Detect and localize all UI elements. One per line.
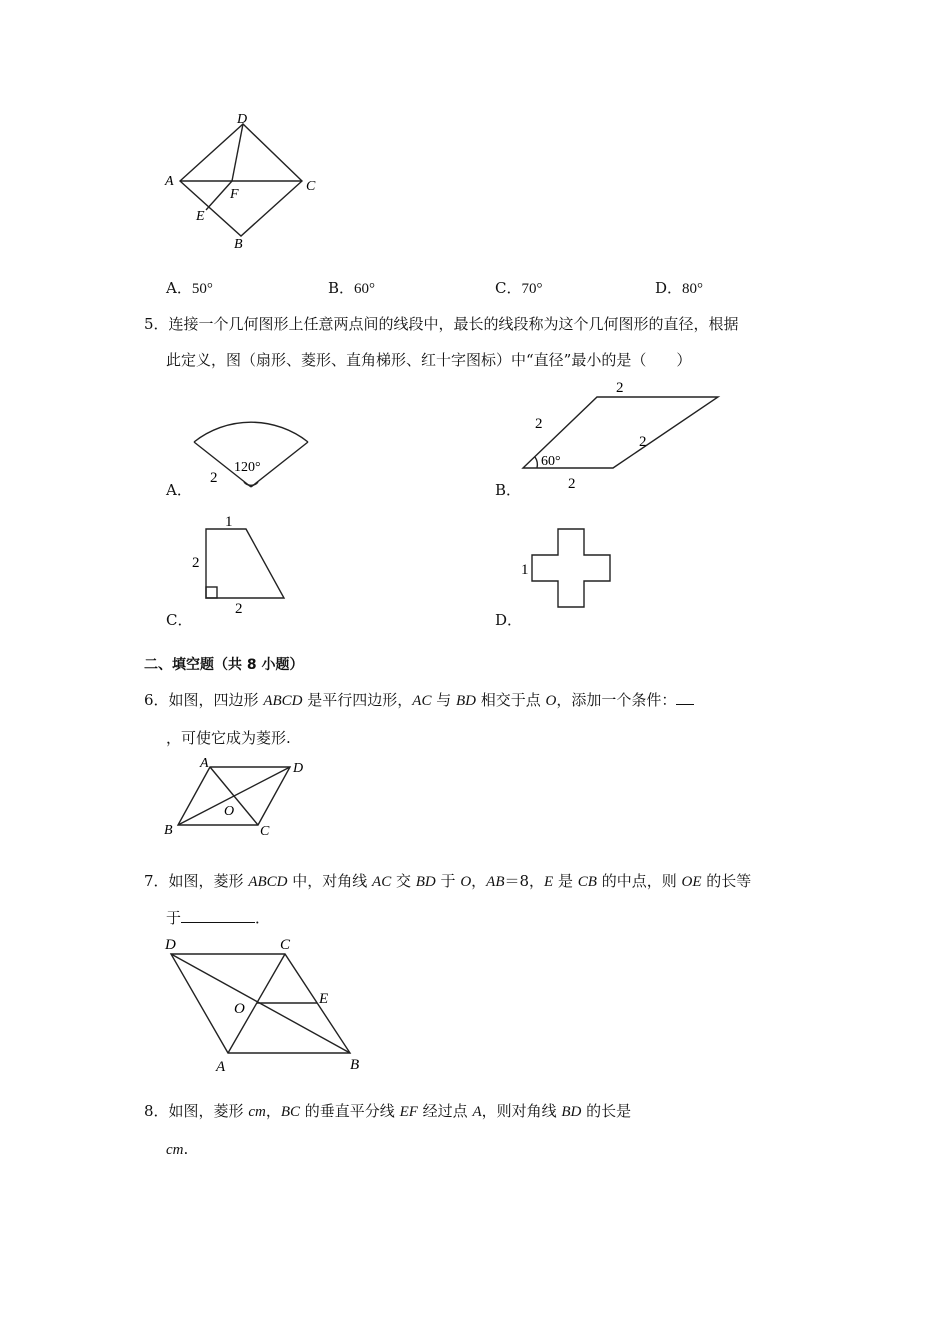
q7-label-E: E — [319, 991, 329, 1007]
section2-title: 二、填空题（共 8 小题） — [144, 657, 304, 673]
q7-label-A: A — [216, 1059, 226, 1075]
q5-cross-figure — [518, 548, 618, 618]
q4-option-d: D．80° — [655, 279, 704, 297]
q7-line1: 7．如图，菱形 ABCD 中，对角线 AC 交 BD 于 O，AB＝8，E 是 CB 的中点，则 OE 的长等 — [144, 872, 752, 890]
q4-label-E: E — [196, 209, 205, 224]
q6-label-O: O — [224, 804, 235, 819]
q8-line1: 8．如图，菱形 cm，BC 的垂直平分线 EF 经过点 A，则对角线 BD 的长是 — [144, 1102, 632, 1120]
q4-label-C: C — [306, 179, 316, 194]
q5-rhombus-figure — [515, 377, 725, 492]
q6-line1: 6．如图，四边形 ABCD 是平行四边形，AC 与 BD 相交于点 O，添加一个条件： — [144, 690, 694, 711]
q4-label-F: F — [230, 187, 239, 202]
q5-cross-side: 1 — [521, 562, 529, 578]
q8-line2: cm. — [166, 1140, 189, 1158]
q7-line2: 于 ． — [166, 909, 271, 927]
q7-label-D: D — [165, 937, 176, 953]
q6-answer-blank[interactable] — [676, 690, 694, 705]
q7-answer-blank[interactable] — [181, 908, 255, 923]
q4-option-a: A．50° — [166, 279, 213, 297]
q4-label-B: B — [234, 237, 243, 252]
q5-line1: 5．连接一个几何图形上任意两点间的线段中，最长的线段称为这个几何图形的直径，根据 — [144, 315, 739, 333]
q6-label-A: A — [200, 756, 209, 771]
q6-parallelogram-figure — [160, 755, 315, 840]
q5-sector-figure — [190, 395, 320, 490]
q5-rhombus-angle: 60° — [541, 454, 561, 469]
q5-rhombus-top: 2 — [616, 380, 624, 396]
q5-trapezoid-bottom: 2 — [235, 601, 243, 617]
q5-sector-angle: 120° — [234, 460, 261, 475]
q4-rhombus-figure — [160, 110, 330, 255]
q6-label-C: C — [260, 824, 270, 839]
q6-label-B: B — [164, 823, 173, 838]
q6-line2: ，可使它成为菱形. — [166, 729, 291, 747]
q7-label-B: B — [350, 1057, 360, 1073]
q5-trapezoid-left: 2 — [192, 555, 200, 571]
q4-label-A: A — [165, 174, 174, 189]
q4-option-b: B．60° — [328, 279, 376, 297]
q5-option-b-letter: B． — [495, 481, 522, 499]
q4-option-c: C．70° — [495, 279, 543, 297]
q5-sector-radius: 2 — [210, 470, 218, 486]
q7-rhombus-figure — [160, 932, 370, 1077]
q4-label-D: D — [237, 112, 248, 127]
q5-trapezoid-figure — [188, 512, 298, 617]
q5-rhombus-left: 2 — [535, 416, 543, 432]
q5-trapezoid-top: 1 — [225, 514, 233, 530]
q5-option-a-letter: A． — [166, 481, 192, 499]
q7-label-O: O — [234, 1001, 245, 1017]
q5-option-d-letter: D． — [495, 611, 523, 629]
q6-label-D: D — [293, 761, 304, 776]
q5-rhombus-bottom: 2 — [568, 476, 576, 492]
q5-rhombus-right: 2 — [639, 434, 647, 450]
q5-line2: 此定义，图（扇形、菱形、直角梯形、红十字图标）中“直径”最小的是（ ） — [166, 351, 692, 369]
q7-label-C: C — [280, 937, 291, 953]
q5-option-c-letter: C． — [166, 611, 193, 629]
